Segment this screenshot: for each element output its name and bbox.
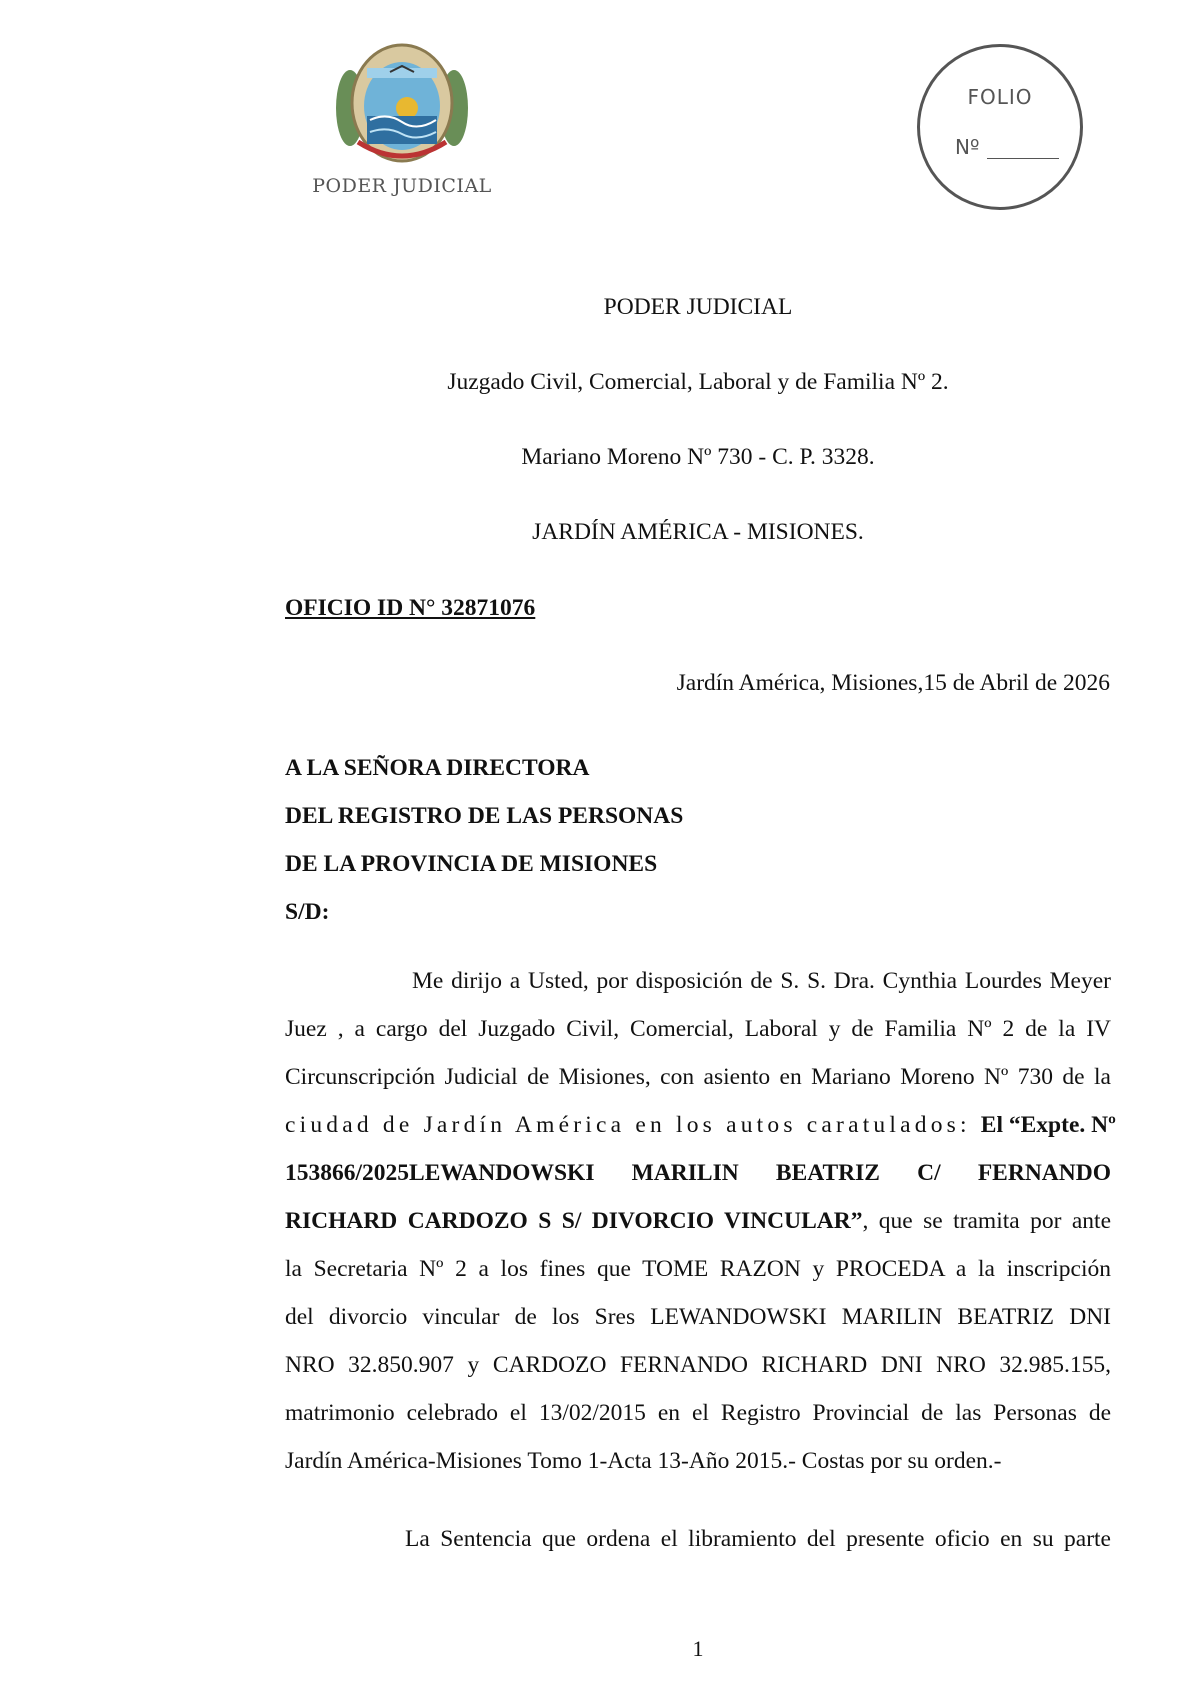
addressee-line: S/D: <box>285 899 330 925</box>
addressee-line: DE LA PROVINCIA DE MISIONES <box>285 851 658 877</box>
date-line: Jardín América, Misiones,15 de Abril de 2026 <box>676 670 1110 696</box>
court-address: Mariano Moreno Nº 730 - C. P. 3328. <box>521 444 875 470</box>
body-paragraph-2 <box>285 1515 1111 1563</box>
expediente-reference: RICHARD CARDOZO S S/ DIVORCIO VINCULAR” <box>285 1208 863 1234</box>
body-line: Jardín América-Misiones Tomo 1-Acta 13-Año 2015.- Costas por su orden.- <box>285 1448 1002 1474</box>
court-city: JARDÍN AMÉRICA - MISIONES. <box>532 519 864 545</box>
body-text: , que se tramita por ante <box>862 1208 1112 1234</box>
body-line <box>285 1101 1116 1149</box>
body-line: NRO 32.850.907 y CARDOZO FERNANDO RICHARD DNI NRO 32.985.155, <box>285 1352 1111 1378</box>
addressee-line: A LA SEÑORA DIRECTORA <box>285 755 590 781</box>
addressee-line: DEL REGISTRO DE LAS PERSONAS <box>285 803 684 829</box>
body-line: Me dirijo a Usted, por disposición de S. S. Dra. Cynthia Lourdes Meyer <box>412 968 1111 994</box>
folio-label: FOLIO <box>967 85 1033 109</box>
body-line: Juez , a cargo del Juzgado Civil, Comercial, Laboral y de Familia Nº 2 de la IV <box>285 1016 1111 1042</box>
expediente-reference: El “Expte. Nº <box>980 1112 1116 1138</box>
court-name: Juzgado Civil, Comercial, Laboral y de Familia Nº 2. <box>447 369 949 395</box>
body-paragraph-1 <box>285 957 1116 1485</box>
body-line: la Secretaria Nº 2 a los fines que TOME RAZON y PROCEDA a la inscripción <box>285 1256 1111 1282</box>
poder-judicial-seal <box>312 38 492 203</box>
body-line: del divorcio vincular de los Sres LEWANDOWSKI MARILIN BEATRIZ DNI <box>285 1304 1111 1330</box>
body-line: La Sentencia que ordena el libramiento del presente oficio en su parte <box>405 1526 1111 1552</box>
body-text: ciudad de Jardín América en los autos caratulados: <box>285 1112 981 1138</box>
seal-caption: PODER JUDICIAL <box>312 175 492 197</box>
folio-number-blank <box>987 158 1059 159</box>
court-title: PODER JUDICIAL <box>603 294 793 320</box>
folio-number-label: Nº <box>955 135 980 159</box>
misiones-seal-icon <box>312 38 492 173</box>
oficio-id: OFICIO ID N° 32871076 <box>285 595 536 621</box>
body-line: Circunscripción Judicial de Misiones, con asiento en Mariano Moreno Nº 730 de la <box>285 1064 1111 1090</box>
addressee-block <box>285 744 683 936</box>
body-line: matrimonio celebrado el 13/02/2015 en el Registro Provincial de las Personas de <box>285 1400 1111 1426</box>
expediente-reference: 153866/2025LEWANDOWSKI MARILIN BEATRIZ C/ FERNANDO <box>285 1160 1111 1186</box>
page-number: 1 <box>692 1636 704 1661</box>
folio-stamp <box>917 44 1083 210</box>
body-line <box>285 1197 1111 1245</box>
